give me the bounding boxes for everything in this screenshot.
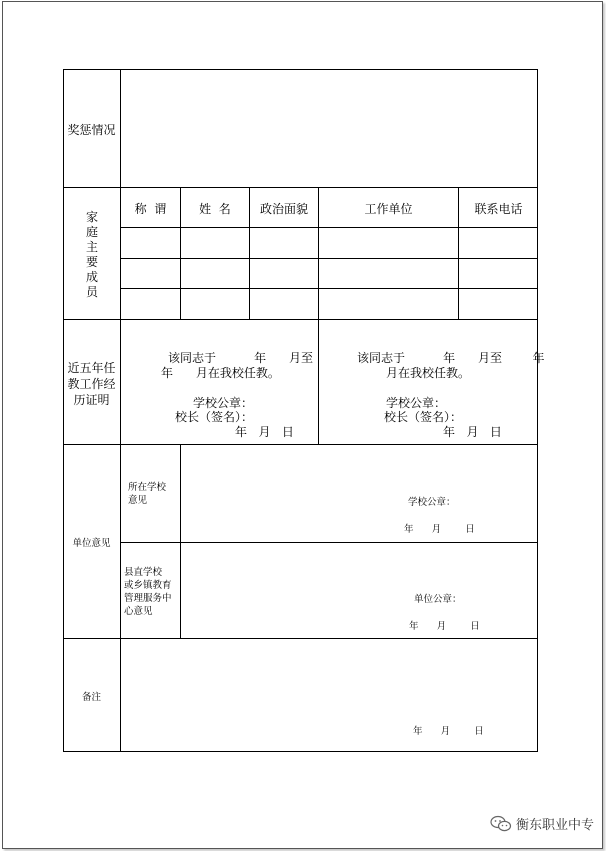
watermark-text: 衡东职业中专 [515, 818, 594, 833]
family-header-politics: 政治面貌 [259, 202, 308, 216]
remarks-label: 备注 [81, 692, 101, 703]
service-right-line1: 该同志于 年 月至 年 [357, 351, 545, 365]
awards-content [121, 70, 537, 187]
service-left-sign: 校长（签名）： [175, 410, 254, 424]
service-right-sign: 校长（签名）： [384, 410, 463, 424]
remarks-date: 年 月 日 [413, 726, 484, 737]
wechat-icon [490, 815, 512, 833]
family-header-phone: 联系电话 [474, 202, 523, 216]
unit-label: 单位意见 [72, 538, 111, 549]
service-left-line2: 年 月在我校任教。 [161, 366, 280, 380]
county-stamp-label: 单位公章： [414, 594, 462, 605]
awards-label: 奖惩情况 [67, 123, 116, 137]
service-right-stamp: 学校公章： [386, 396, 447, 410]
service-right-date: 年 月 日 [443, 425, 502, 439]
service-left-stamp: 学校公章： [193, 396, 254, 410]
family-header-relation: 称 谓 [134, 202, 167, 216]
family-header-name: 姓 名 [199, 202, 231, 216]
family-label: 家庭主要成员 [85, 210, 98, 299]
school-opinion-label: 所在学校 意见 [128, 482, 167, 506]
service-left-date: 年 月 日 [235, 425, 294, 439]
county-opinion-date: 年 月 日 [409, 621, 480, 632]
watermark [490, 814, 594, 833]
service-label: 近五年任 教工作经 历证明 [67, 361, 116, 407]
county-opinion-label: 县直学校 或乡镇教育 管理服务中 心意见 [124, 567, 172, 617]
service-left-line1: 该同志于 年 月至 [168, 351, 314, 365]
school-stamp-label: 学校公章： [408, 497, 456, 508]
family-header-workplace: 工作单位 [364, 202, 413, 216]
school-opinion-date: 年 月 日 [404, 524, 475, 535]
service-right-line2: 月在我校任教。 [386, 366, 471, 380]
